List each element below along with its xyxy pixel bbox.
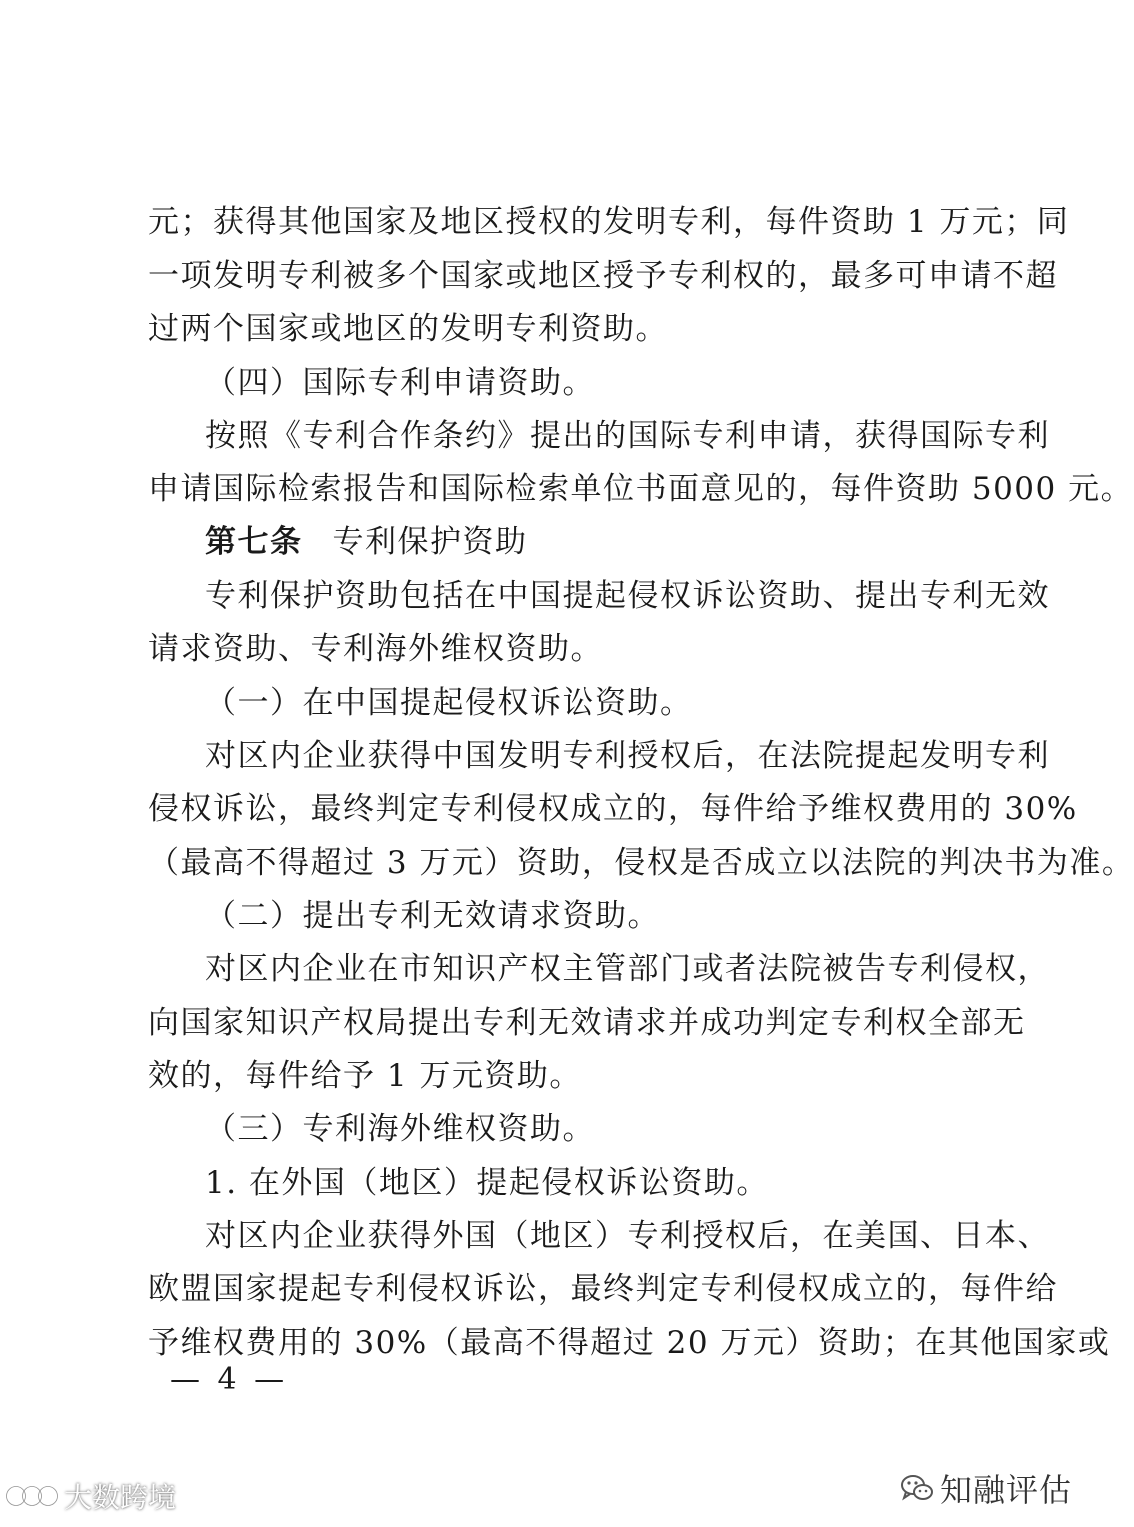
brand-logo-icon xyxy=(6,1479,58,1513)
watermark-right xyxy=(900,1466,1072,1510)
article-heading xyxy=(205,522,948,562)
body-line-15: 对区内企业在市知识产权主管部门或者法院被告专利侵权， xyxy=(205,951,1050,987)
body-line-16: 向国家知识产权局提出专利无效请求并成功判定专利权全部无 xyxy=(148,1005,1026,1041)
subsection-heading-1: 1. 在外国（地区）提起侵权诉讼资助。 xyxy=(205,1165,769,1201)
body-line-1: 元；获得其他国家及地区授权的发明专利，每件资助 1 万元；同 xyxy=(148,204,1070,240)
watermark-left-text: 大数跨境 xyxy=(64,1481,177,1514)
body-line-22: 予维权费用的 30%（最高不得超过 20 万元）资助；在其他国家或 xyxy=(148,1325,1111,1361)
body-line-21: 欧盟国家提起专利侵权诉讼，最终判定专利侵权成立的，每件给 xyxy=(148,1271,1058,1307)
body-line-3: 过两个国家或地区的发明专利资助。 xyxy=(148,311,668,347)
section-heading-2: （二）提出专利无效请求资助。 xyxy=(205,898,660,934)
body-line-12: 侵权诉讼，最终判定专利侵权成立的，每件给予维权费用的 30% xyxy=(148,791,1078,827)
wechat-icon xyxy=(900,1473,934,1503)
watermark-left xyxy=(6,1476,176,1516)
body-line-6: 申请国际检索报告和国际检索单位书面意见的，每件资助 5000 元。 xyxy=(148,471,1134,507)
section-heading-4: （四）国际专利申请资助。 xyxy=(205,365,595,401)
body-line-8: 专利保护资助包括在中国提起侵权诉讼资助、提出专利无效 xyxy=(205,578,1050,614)
article-title: 专利保护资助 xyxy=(332,524,528,560)
watermark-right-text: 知融评估 xyxy=(940,1471,1073,1509)
body-line-13: （最高不得超过 3 万元）资助，侵权是否成立以法院的判决书为准。 xyxy=(148,845,1134,881)
body-line-5: 按照《专利合作条约》提出的国际专利申请，获得国际专利 xyxy=(205,418,1050,454)
body-line-9: 请求资助、专利海外维权资助。 xyxy=(148,631,603,667)
page-number: — 4 — xyxy=(170,1362,289,1397)
body-line-20: 对区内企业获得外国（地区）专利授权后，在美国、日本、 xyxy=(205,1218,1050,1254)
body-line-2: 一项发明专利被多个国家或地区授予专利权的，最多可申请不超 xyxy=(148,258,1058,294)
section-heading-3: （三）专利海外维权资助。 xyxy=(205,1111,595,1147)
article-number: 第七条 xyxy=(205,524,303,560)
body-line-17: 效的，每件给予 1 万元资助。 xyxy=(148,1058,582,1094)
section-heading-1: （一）在中国提起侵权诉讼资助。 xyxy=(205,685,693,721)
body-line-11: 对区内企业获得中国发明专利授权后，在法院提起发明专利 xyxy=(205,738,1050,774)
